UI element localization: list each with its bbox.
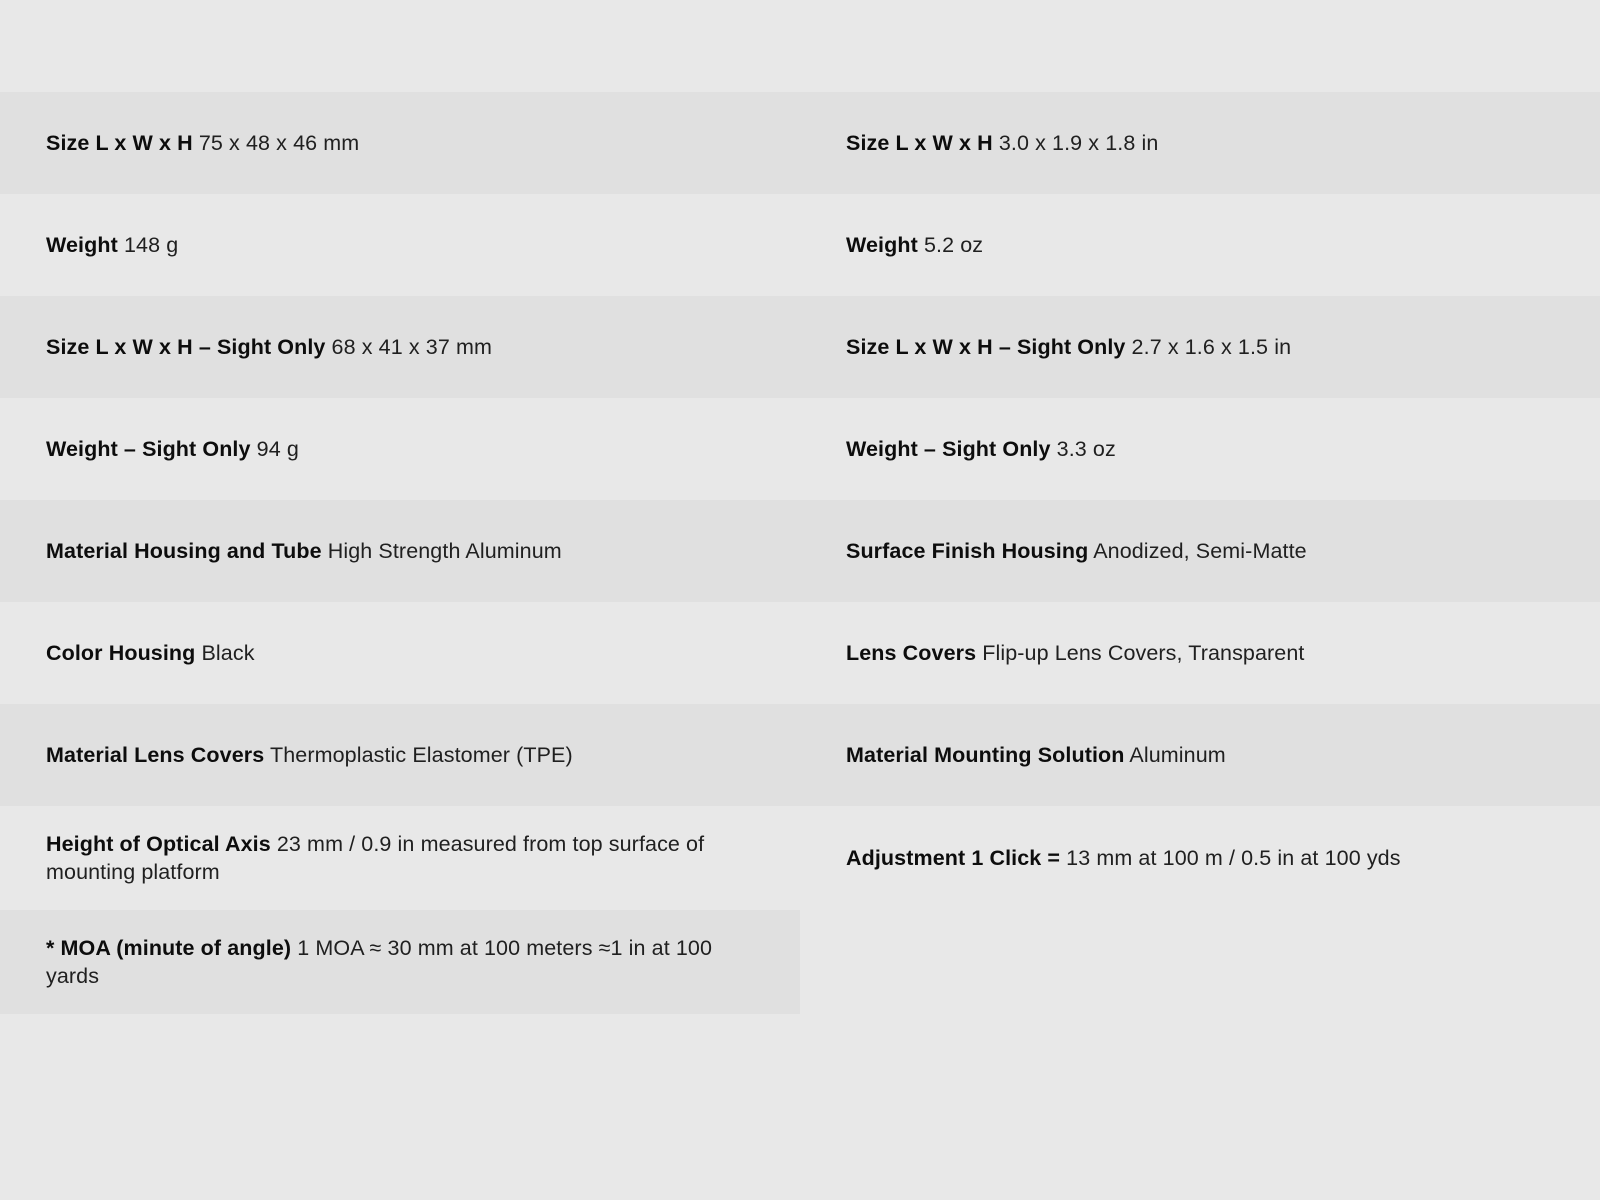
spec-value: Thermoplastic Elastomer (TPE)	[264, 742, 573, 767]
spec-label: Color Housing	[46, 640, 196, 665]
spec-label: Material Lens Covers	[46, 742, 265, 767]
table-row	[0, 296, 800, 398]
table-row	[0, 602, 800, 704]
table-row	[800, 806, 1600, 910]
spec-value: Anodized, Semi-Matte	[1088, 538, 1307, 563]
table-row	[0, 398, 800, 500]
table-row	[0, 92, 800, 194]
table-row	[0, 806, 800, 910]
spec-label: Size L x W x H – Sight Only	[846, 334, 1126, 359]
specifications-table	[0, 92, 1600, 1014]
spec-value: 3.0 x 1.9 x 1.8 in	[992, 130, 1159, 155]
spec-value: 148 g	[117, 232, 179, 257]
spec-label: Weight	[846, 232, 918, 257]
spec-label: Lens Covers	[846, 640, 977, 665]
table-row-footnote	[0, 910, 800, 1014]
spec-label: Adjustment 1 Click =	[846, 845, 1061, 870]
spec-label: Weight	[46, 232, 118, 257]
spec-value: 75 x 48 x 46 mm	[192, 130, 360, 155]
spec-label: Size L x W x H	[846, 130, 993, 155]
spec-value: 5.2 oz	[917, 232, 984, 257]
table-row	[0, 194, 800, 296]
spec-value: 94 g	[250, 436, 299, 461]
spec-value: High Strength Aluminum	[321, 538, 562, 563]
table-row	[800, 602, 1600, 704]
table-row	[800, 92, 1600, 194]
spec-value: 23 mm / 0.9 in measured from top surface of mounting platform	[46, 831, 711, 884]
table-row	[0, 500, 800, 602]
spec-value: 13 mm at 100 m / 0.5 in at 100 yds	[1060, 845, 1401, 870]
table-row	[800, 398, 1600, 500]
table-row	[800, 194, 1600, 296]
spec-value: Aluminum	[1124, 742, 1226, 767]
spec-label: Size L x W x H	[46, 130, 193, 155]
spec-value: Black	[195, 640, 255, 665]
spec-label: Weight – Sight Only	[46, 436, 251, 461]
footnote-value: 1 MOA ≈ 30 mm at 100 meters ≈1 in at 100 yards	[46, 935, 719, 988]
footnote-label: * MOA (minute of angle)	[46, 935, 292, 960]
spec-value: 3.3 oz	[1050, 436, 1116, 461]
spec-value: Flip-up Lens Covers, Transparent	[976, 640, 1305, 665]
table-row	[800, 704, 1600, 806]
spec-label: Material Housing and Tube	[46, 538, 322, 563]
spec-label: Material Mounting Solution	[846, 742, 1125, 767]
table-row	[800, 296, 1600, 398]
table-cell-empty	[800, 910, 1600, 1014]
table-row	[0, 704, 800, 806]
spec-label: Weight – Sight Only	[846, 436, 1051, 461]
spec-label: Surface Finish Housing	[846, 538, 1089, 563]
spec-label: Size L x W x H – Sight Only	[46, 334, 326, 359]
spec-value: 2.7 x 1.6 x 1.5 in	[1125, 334, 1292, 359]
spec-label: Height of Optical Axis	[46, 831, 271, 856]
table-row	[800, 500, 1600, 602]
spec-value: 68 x 41 x 37 mm	[325, 334, 492, 359]
